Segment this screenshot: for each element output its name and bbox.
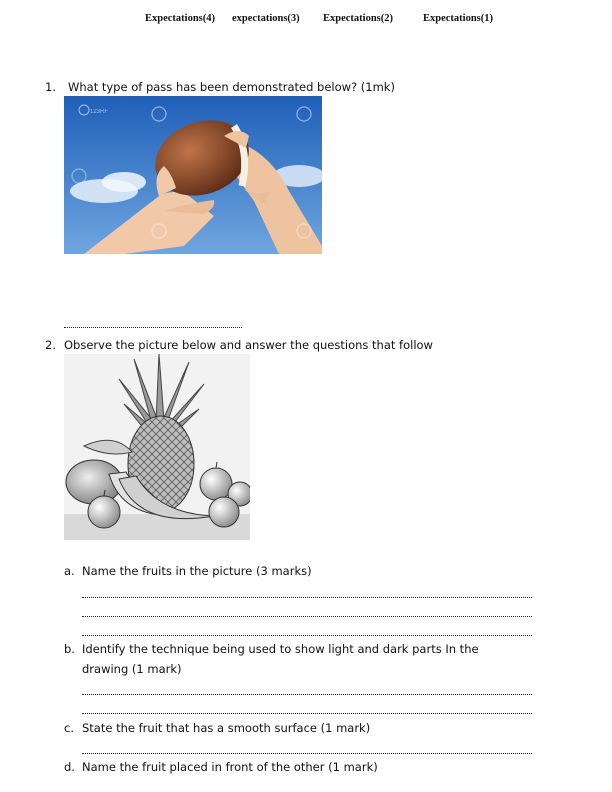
question-2a-letter: a. — [64, 564, 75, 578]
question-2a-text: Name the fruits in the picture (3 marks) — [82, 564, 312, 578]
expectations-4-label: Expectations(4) — [145, 13, 215, 24]
watermark-text: 123RF — [90, 109, 109, 115]
answer-line-2c[interactable] — [82, 753, 532, 754]
question-1-number: 1. — [45, 80, 56, 94]
answer-line-2a-1[interactable] — [82, 597, 532, 598]
answer-line-2b-1[interactable] — [82, 694, 532, 695]
question-2d-letter: d. — [64, 760, 75, 774]
question-1-text: What type of pass has been demonstrated below? (1mk) — [68, 80, 395, 94]
question-2c — [64, 718, 534, 738]
answer-line-2a-3[interactable] — [82, 635, 532, 636]
answer-line-2b-2[interactable] — [82, 713, 532, 714]
expectations-header — [0, 13, 612, 29]
question-2b-text-line2: drawing (1 mark) — [82, 662, 182, 676]
question-2d-text: Name the fruit placed in front of the other (1 mark) — [82, 760, 378, 774]
expectations-1-label: Expectations(1) — [423, 13, 493, 24]
question-2b-text-line1: Identify the technique being used to show light and dark parts In the — [82, 642, 479, 656]
answer-line-2a-2[interactable] — [82, 616, 532, 617]
question-2c-letter: c. — [64, 721, 74, 735]
ball-pass-photo — [64, 96, 322, 254]
answer-line-q1[interactable] — [64, 327, 242, 328]
question-2b — [64, 639, 544, 679]
expectations-2-label: Expectations(2) — [323, 13, 393, 24]
question-2b-letter: b. — [64, 642, 75, 656]
expectations-3-label: expectations(3) — [232, 13, 300, 24]
question-2-number: 2. — [45, 338, 56, 352]
question-2c-text: State the fruit that has a smooth surface (1 mark) — [82, 721, 371, 735]
question-2-text: Observe the picture below and answer the questions that follow — [64, 338, 433, 352]
question-2a — [64, 561, 534, 581]
fruit-sketch-image — [64, 354, 250, 540]
question-2d — [64, 757, 534, 777]
